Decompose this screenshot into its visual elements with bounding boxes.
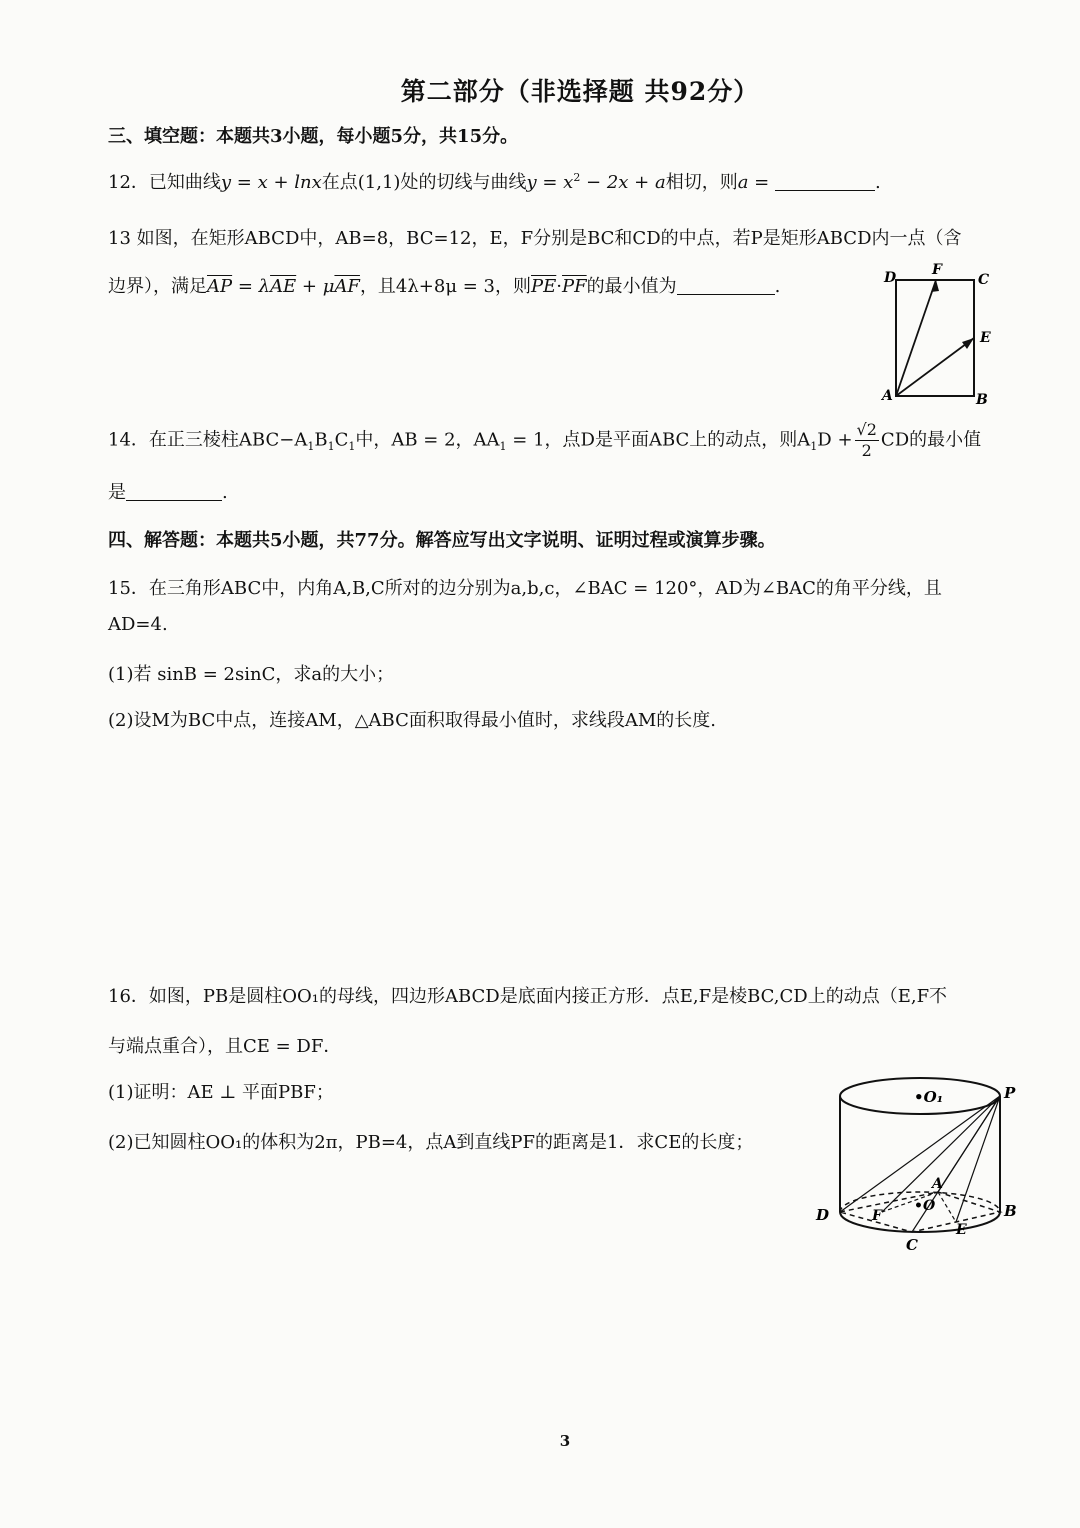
cylinder-bottom-front xyxy=(840,1212,1000,1232)
q14-answer-blank xyxy=(126,482,222,501)
q14-text-b: 中，AB = 2，AA xyxy=(355,429,500,451)
label-o1: •O₁ xyxy=(914,1088,944,1106)
label-a: A xyxy=(932,1176,943,1192)
q13-text-b: ，且4λ+8μ = 3，则 xyxy=(359,276,532,297)
question-12: 12．已知曲线y = x + lnx在点(1,1)处的切线与曲线$y = x^2 - 2x + a$相切，则a = . xyxy=(108,171,881,193)
q12-curve2-rest: − 2x + a xyxy=(580,172,666,193)
fraction-numerator: √2 xyxy=(856,420,877,439)
q12-text-a: 12．已知曲线 xyxy=(108,172,221,193)
question-15-line2: AD=4. xyxy=(108,614,168,635)
vector-ap: $\overline{AP}$ xyxy=(207,276,233,297)
line-ae xyxy=(938,1192,956,1222)
question-15-part1: (1)若 sinB = 2sinC，求a的大小； xyxy=(108,664,395,685)
fraction-denominator: 2 xyxy=(861,441,872,460)
rectangle-abcd xyxy=(896,280,974,396)
label-b: B xyxy=(1004,1202,1017,1220)
q12-answer-label: a = xyxy=(737,172,770,193)
vector-af-line xyxy=(896,280,936,396)
label-e: E xyxy=(956,1222,967,1238)
section4-heading: 四、解答题：本题共5小题，共77分。解答应写出文字说明、证明过程或演算步骤。 xyxy=(108,530,776,551)
line-pe xyxy=(956,1096,1000,1222)
label-p: P xyxy=(1004,1084,1016,1102)
label-b: B xyxy=(976,392,988,408)
page-number: 3 xyxy=(559,1432,571,1450)
question-15-line1: 15．在三角形ABC中，内角A,B,C所对的边分别为a,b,c，∠BAC = 120°，AD为∠BAC的角平分线，且 xyxy=(108,578,942,599)
label-a: A xyxy=(882,388,893,404)
vector-ae-line xyxy=(896,338,974,396)
q14-text-l2: 是 xyxy=(108,482,126,503)
q14-text-a: 14．在正三棱柱ABC−A xyxy=(108,429,308,451)
cylinder-diagram xyxy=(806,1060,1026,1260)
vector-pf: $\overline{PF}$ xyxy=(562,276,587,297)
section3-heading: 三、填空题：本题共3小题，每小题5分，共15分。 xyxy=(108,126,519,147)
question-16-part2: (2)已知圆柱OO₁的体积为2π，PB=4，点A到直线PF的距离是1．求CE的长度； xyxy=(108,1132,754,1153)
section-title: 第二部分（非选择题 共92分） xyxy=(400,77,760,106)
vector-pe: $\overline{PE}$ xyxy=(531,276,557,297)
label-f: F xyxy=(932,262,942,278)
question-15-part2: (2)设M为BC中点，连接AM，△ABC面积取得最小值时，求线段AM的长度. xyxy=(108,710,717,731)
q12-text-c: 相切，则 xyxy=(665,172,738,193)
q14-text-d: D + xyxy=(817,429,853,451)
label-d: D xyxy=(884,270,897,286)
label-c: C xyxy=(978,272,990,288)
label-f: F xyxy=(872,1208,882,1224)
question-13-line1: 13 如图，在矩形ABCD中，AB=8，BC=12，E，F分别是BC和CD的中点，若P是矩形ABCD内一点（含 xyxy=(108,228,962,249)
question-16-line1: 16．如图，PB是圆柱OO₁的母线，四边形ABCD是底面内接正方形．点E,F是棱BC,CD上的动点（E,F不 xyxy=(108,986,948,1007)
q14-text-c: = 1，点D是平面ABC上的动点，则A xyxy=(506,429,811,451)
arrowhead-e xyxy=(962,338,974,349)
q13-answer-blank xyxy=(677,276,775,295)
question-14-line1: 14．在正三棱柱$ABC-A_1B_1C_1$中，AB = 2，$AA_1 = 1$，点D是平面ABC上的动点，则$A_1D$ + $\frac{√2}{2}$ CD的最小值 xyxy=(108,420,982,460)
rectangle-diagram xyxy=(876,262,996,408)
question-14-line2: 是 . xyxy=(108,482,228,503)
vector-af: $\overline{AF}$ xyxy=(334,276,360,297)
q13-dot: · xyxy=(556,276,563,297)
sqrt2-over-2 xyxy=(855,420,879,461)
label-c: C xyxy=(906,1236,918,1254)
question-13-line2: 边界），满足$\overline{AP} = \lambda\overline{AE} + \mu\overline{AF}$，且4λ+8μ = 3，则$\overline{PE}\cdot\overline{PF}$的最小值为 . xyxy=(108,276,781,297)
q12-curve1: y = x + lnx xyxy=(220,172,322,193)
q12-answer-blank xyxy=(775,172,875,191)
q12-curve2: y = x xyxy=(526,172,574,193)
vector-ae: $\overline{AE}$ xyxy=(270,276,297,297)
q13-plus: + μ xyxy=(296,276,335,297)
q13-eq: = λ xyxy=(232,276,271,297)
label-d: D xyxy=(816,1206,830,1224)
q12-text-b: 在点(1,1)处的切线与曲线 xyxy=(321,172,527,193)
label-e: E xyxy=(980,330,991,346)
q14-text-e: CD的最小值 xyxy=(880,429,982,451)
question-16-line2: 与端点重合），且CE = DF． xyxy=(108,1036,342,1057)
question-16-part1: (1)证明：AE ⊥ 平面PBF； xyxy=(108,1082,334,1103)
label-o: •O xyxy=(914,1198,936,1214)
q13-text-c: 的最小值为 xyxy=(586,276,677,297)
q13-text-a: 边界），满足 xyxy=(108,276,207,297)
